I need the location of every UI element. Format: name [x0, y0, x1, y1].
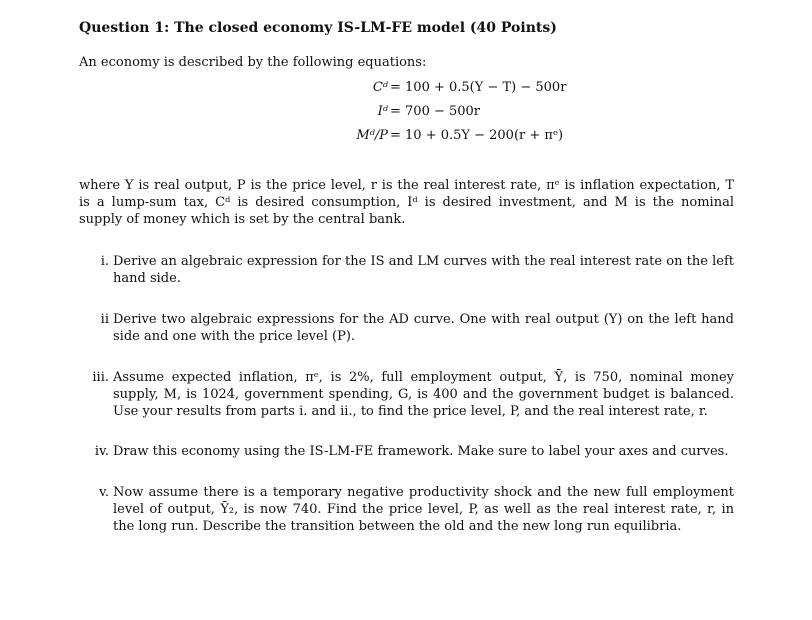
equation-consumption [250, 80, 580, 104]
equation-rhs: = 10 + 0.5Y − 200(r + πᵉ) [390, 128, 564, 143]
part-label: v. [99, 485, 109, 500]
question-title: Question 1: The closed economy IS-LM-FE model (40 Points) [79, 20, 557, 36]
part-text: Now assume there is a temporary negative productivity shock and the new full employment level of output, Ȳ₂, is now 740. Find the price level, P, as well as the real interest rate, r, in the long run. Describe the transition between the old and the new long run equilibria. [113, 485, 734, 534]
definitions-paragraph: where Y is real output, P is the price level, r is the real interest rate, πᵉ is inflation expectation, T is a lump-sum tax, Cᵈ is desired consumption, Iᵈ is desired investment, and M is the nominal supply of money which is set by the central bank. [79, 178, 734, 227]
part-text: Draw this economy using the IS-LM-FE framework. Make sure to label your axes and curves. [113, 444, 729, 459]
equation-rhs: = 100 + 0.5(Y − T) − 500r [390, 80, 567, 95]
equation-rhs: = 700 − 500r [390, 104, 481, 119]
part-label: i. [100, 254, 109, 269]
equation-lhs: Mᵈ/P [356, 128, 388, 143]
part-text: Derive two algebraic expressions for the AD curve. One with real output (Y) on the left hand side and one with the price level (P). [113, 312, 734, 344]
part-iii [79, 369, 734, 420]
equations-block [250, 80, 580, 152]
part-i [79, 253, 734, 287]
part-text: Assume expected inflation, πᵉ, is 2%, full employment output, Ȳ, is 750, nominal money supply, M, is 1024, government spending, G, is 400 and the government budget is balanced. Use your results from parts i. and ii., to find the price level, P, and the real interest rate, r. [113, 370, 734, 419]
equation-money-demand [250, 128, 580, 152]
part-text: Derive an algebraic expression for the IS and LM curves with the real interest rate on the left hand side. [113, 254, 734, 286]
part-label: iii. [92, 370, 109, 385]
equation-investment [250, 104, 580, 128]
part-v [79, 484, 734, 535]
part-label: ii [100, 312, 109, 327]
equation-lhs: Cᵈ [372, 80, 388, 95]
part-label: iv. [94, 444, 109, 459]
intro-text: An economy is described by the following equations: [79, 55, 427, 70]
equation-lhs: Iᵈ [377, 104, 388, 119]
part-ii [79, 311, 734, 345]
part-iv [79, 443, 734, 460]
